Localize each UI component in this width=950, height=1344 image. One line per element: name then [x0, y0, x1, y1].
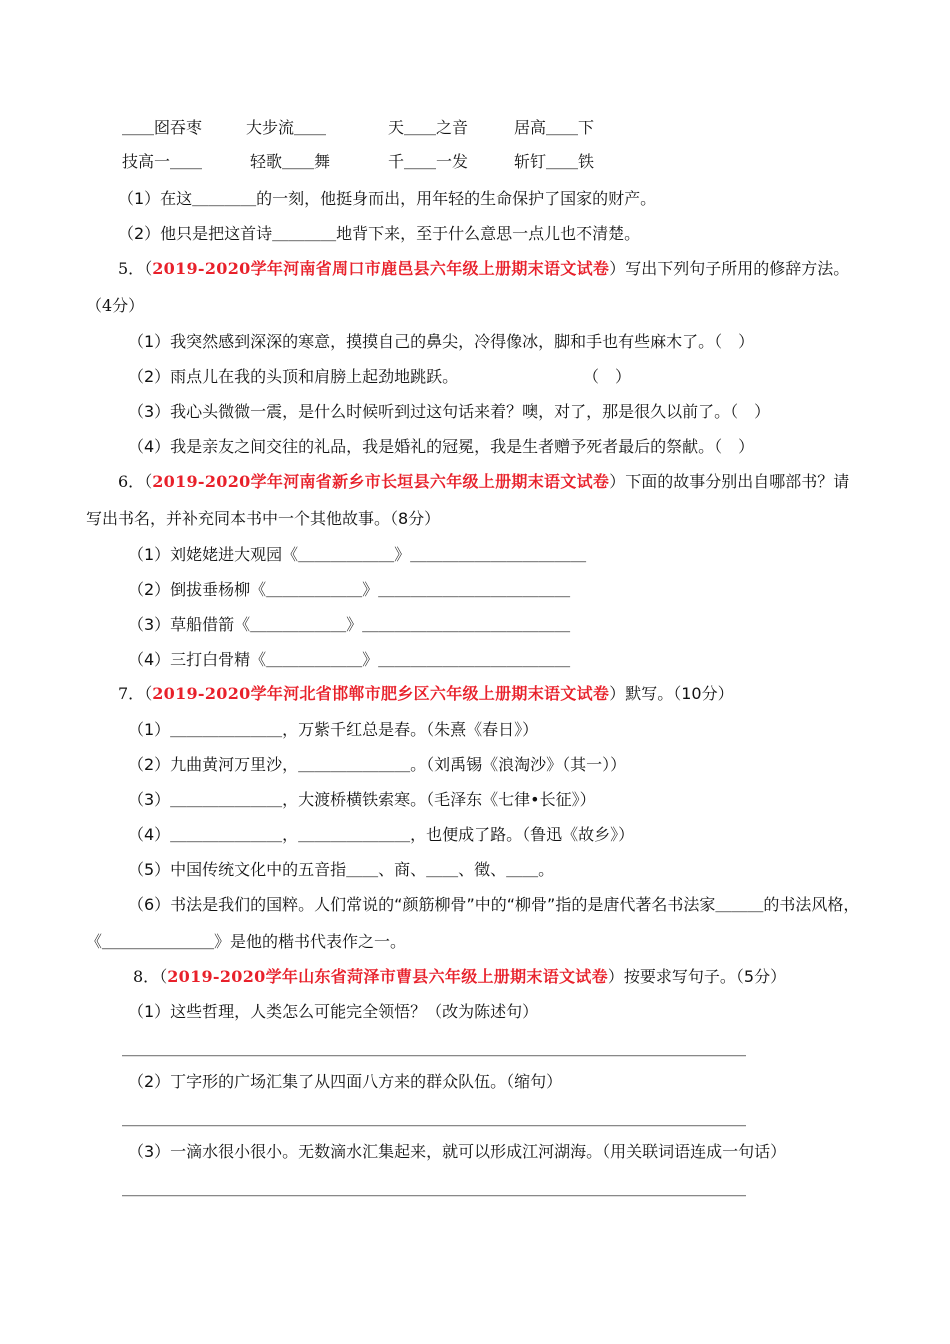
- q6-item-3: （3）草船借箭《＿＿＿＿＿＿》＿＿＿＿＿＿＿＿＿＿＿＿＿: [128, 615, 571, 634]
- idiom-8: 斩钉＿＿铁: [514, 152, 595, 171]
- q7-instruction: ）默写。（10分）: [609, 684, 734, 703]
- q8-item-2: （2）丁字形的广场汇集了从四面八方来的群众队伍。（缩句）: [128, 1072, 563, 1091]
- idiom-6: 轻歌＿＿舞: [250, 152, 331, 171]
- q6-item-2: （2）倒拔垂杨柳《＿＿＿＿＿＿》＿＿＿＿＿＿＿＿＿＿＿＿: [128, 580, 571, 599]
- q7-item-6-cont: 《＿＿＿＿＿＿＿》是他的楷书代表作之一。: [86, 932, 407, 951]
- q8-item-3: （3）一滴水很小很小。无数滴水汇集起来，就可以形成江河湖海。（用关联词语连成一句话）: [128, 1142, 787, 1161]
- q8-source: 2019-2020学年山东省菏泽市曹县六年级上册期末语文试卷: [167, 967, 608, 986]
- q8-open-paren: （: [159, 967, 168, 986]
- q7-source: 2019-2020学年河北省邯郸市肥乡区六年级上册期末语文试卷: [152, 684, 610, 703]
- q6-heading: [118, 471, 849, 493]
- q6-instruction: ）下面的故事分别出自哪部书？请: [609, 472, 850, 491]
- q7-number: 7．: [118, 684, 145, 703]
- idiom-1: ＿＿囵吞枣: [122, 118, 203, 137]
- q7-item-1: （1）＿＿＿＿＿＿＿，万紫千红总是春。（朱熹《春日》）: [128, 720, 539, 739]
- q5-number: 5．: [118, 259, 145, 278]
- q5-item-2: （2）雨点儿在我的头顶和肩膀上起劲地跳跃。: [128, 367, 459, 386]
- idiom-3: 天＿＿之音: [388, 118, 469, 137]
- q4-sentence-1: （1）在这＿＿＿＿的一刻，他挺身而出，用年轻的生命保护了国家的财产。: [118, 189, 657, 208]
- q7-item-5: （5）中国传统文化中的五音指＿＿、商、＿＿、徵、＿＿。: [128, 860, 555, 879]
- q6-instruction-cont: 写出书名，并补充同本书中一个其他故事。（8分）: [86, 509, 441, 528]
- q8-heading: [133, 966, 786, 988]
- q6-item-4: （4）三打白骨精《＿＿＿＿＿＿》＿＿＿＿＿＿＿＿＿＿＿＿: [128, 650, 571, 669]
- idiom-4: 居高＿＿下: [514, 118, 595, 137]
- q7-item-3: （3）＿＿＿＿＿＿＿，大渡桥横铁索寒。（毛泽东《七律•长征》）: [128, 790, 596, 809]
- q6-number: 6．: [118, 472, 145, 491]
- q5-heading: [118, 258, 849, 280]
- q5-source: 2019-2020学年河南省周口市鹿邑县六年级上册期末语文试卷: [152, 259, 610, 278]
- q5-open-paren: （: [144, 259, 153, 278]
- q7-open-paren: （: [144, 684, 153, 703]
- idiom-2: 大步流＿＿: [246, 118, 327, 137]
- q8-answer-line-3[interactable]: ＿＿＿＿＿＿＿＿＿＿＿＿＿＿＿＿＿＿＿＿＿＿＿＿＿＿＿＿＿＿＿＿＿＿＿＿＿＿＿: [122, 1179, 747, 1198]
- q7-item-6: （6）书法是我们的国粹。人们常说的“颜筋柳骨”中的“柳骨”指的是唐代著名书法家＿＿＿的书法风格，: [128, 895, 860, 914]
- q5-item-1: （1）我突然感到深深的寒意，摸摸自己的鼻尖，冷得像冰，脚和手也有些麻木了。（ ）: [128, 332, 755, 351]
- idiom-5: 技高一＿＿: [122, 152, 203, 171]
- q7-item-4: （4）＿＿＿＿＿＿＿，＿＿＿＿＿＿＿，也便成了路。（鲁迅《故乡》）: [128, 825, 635, 844]
- q8-answer-line-2[interactable]: ＿＿＿＿＿＿＿＿＿＿＿＿＿＿＿＿＿＿＿＿＿＿＿＿＿＿＿＿＿＿＿＿＿＿＿＿＿＿＿: [122, 1109, 747, 1128]
- q5-points: （4分）: [86, 296, 145, 315]
- q8-number: 8．: [133, 967, 160, 986]
- q8-instruction: ）按要求写句子。（5分）: [607, 967, 787, 986]
- q4-sentence-2: （2）他只是把这首诗＿＿＿＿地背下来，至于什么意思一点儿也不清楚。: [118, 224, 641, 243]
- q6-item-1: （1）刘姥姥进大观园《＿＿＿＿＿＿》＿＿＿＿＿＿＿＿＿＿＿: [128, 545, 587, 564]
- idiom-7: 千＿＿一发: [388, 152, 469, 171]
- q5-instruction: ）写出下列句子所用的修辞方法。: [609, 259, 850, 278]
- q7-item-2: （2）九曲黄河万里沙，＿＿＿＿＿＿＿。（刘禹锡《浪淘沙》（其一））: [128, 755, 627, 774]
- q8-item-1: （1）这些哲理，人类怎么可能完全领悟？（改为陈述句）: [128, 1002, 539, 1021]
- q7-heading: [118, 683, 734, 705]
- q5-item-2-paren: （ ）: [583, 367, 632, 386]
- q5-item-4: （4）我是亲友之间交往的礼品，我是婚礼的冠冕，我是生者赠予死者最后的祭献。（ ）: [128, 437, 755, 456]
- q6-open-paren: （: [144, 472, 153, 491]
- q6-source: 2019-2020学年河南省新乡市长垣县六年级上册期末语文试卷: [152, 472, 610, 491]
- q8-answer-line-1[interactable]: ＿＿＿＿＿＿＿＿＿＿＿＿＿＿＿＿＿＿＿＿＿＿＿＿＿＿＿＿＿＿＿＿＿＿＿＿＿＿＿: [122, 1039, 747, 1058]
- q5-item-3: （3）我心头微微一震，是什么时候听到过这句话来着？噢，对了，那是很久以前了。（ ）: [128, 402, 771, 421]
